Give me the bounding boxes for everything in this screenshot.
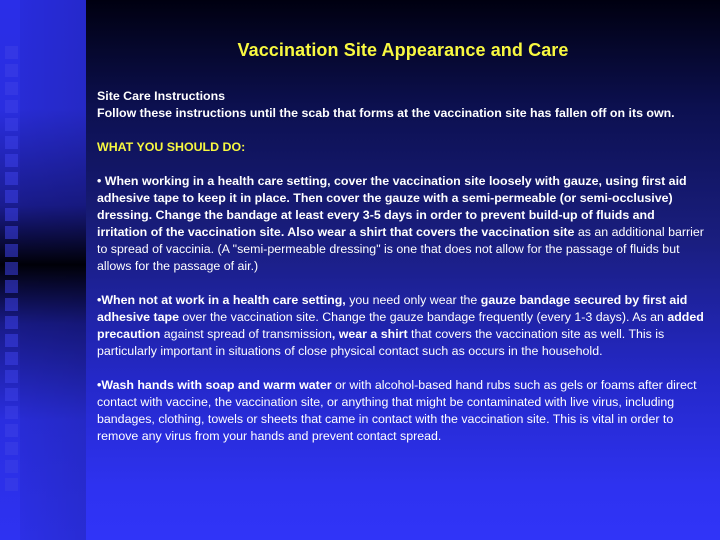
square-icon <box>5 280 18 293</box>
square-icon <box>5 190 18 203</box>
square-icon <box>5 316 18 329</box>
square-icon <box>5 406 18 419</box>
intro-text: Follow these instructions until the scab that forms at the vaccination site has fallen off on its own. <box>97 106 675 120</box>
square-icon <box>5 298 18 311</box>
strip-shade <box>20 0 86 540</box>
square-icon <box>5 226 18 239</box>
square-icon <box>5 460 18 473</box>
bullet-text: against spread of transmission <box>160 327 332 341</box>
square-icon <box>5 172 18 185</box>
square-icon <box>5 442 18 455</box>
square-icon <box>5 424 18 437</box>
bullet-item-healthcare-setting <box>97 173 707 275</box>
bullet-text-bold: •Wash hands with soap and warm water <box>97 378 332 392</box>
slide-body <box>97 88 707 445</box>
bullet-text: or with alcohol-based hand rubs such as gels or foams after direct contact with vaccine, the vaccination site, or anything that might be contaminated with live virus, including bandages, clothing, towels or sheets that came in contact with the vaccination site. This is vital in order to remove any virus from your hands and prevent contact spread. <box>97 378 697 443</box>
square-icon <box>5 352 18 365</box>
bullet-text-bold: •When not at work in a health care setting, <box>97 293 346 307</box>
intro-heading: Site Care Instructions <box>97 89 226 103</box>
square-icon <box>5 82 18 95</box>
decorative-left-strip <box>0 0 86 540</box>
square-icon <box>5 334 18 347</box>
bullet-text-bold: , wear a shirt <box>331 327 408 341</box>
section-heading: WHAT YOU SHOULD DO: <box>97 140 246 154</box>
bullet-text: you need only wear the <box>345 293 481 307</box>
square-icon <box>5 262 18 275</box>
bullet-text: that covers the vaccination site as well. This is particularly important in situations of close physical contact such as occurs in the household. <box>97 327 665 358</box>
square-icon <box>5 388 18 401</box>
square-icon <box>5 64 18 77</box>
bullet-text-bold: • When working in a health care setting, cover the vaccination site loosely with gauze, using first aid adhesive tape to keep it in place. Then cover the gauze with a semi-permeable (or semi-occlusive) dressing. Change the bandage at least every 3-5 days in order to prevent build-up of fluids and irritation of the vaccination site. Also wear a shirt that covers the vaccination site <box>97 174 687 239</box>
decorative-squares <box>5 46 18 496</box>
square-icon <box>5 100 18 113</box>
square-icon <box>5 370 18 383</box>
square-icon <box>5 136 18 149</box>
square-icon <box>5 46 18 59</box>
bullet-text-bold: added precaution <box>97 310 704 341</box>
bullet-text-bold: gauze bandage secured by first aid adhesive tape <box>97 293 688 324</box>
square-icon <box>5 478 18 491</box>
square-icon <box>5 244 18 257</box>
bullet-text: over the vaccination site. Change the gauze bandage frequently (every 1-3 days). As an <box>178 310 668 324</box>
slide-title: Vaccination Site Appearance and Care <box>237 40 569 60</box>
bullet-item-wash-hands <box>97 377 707 445</box>
square-icon <box>5 208 18 221</box>
bullet-item-not-at-work <box>97 292 707 360</box>
bullet-text: as an additional barrier to spread of vaccinia. (A "semi-permeable dressing" is one that does not allow for the passage of fluids but allows for the passage of air.) <box>97 225 704 273</box>
square-icon <box>5 118 18 131</box>
square-icon <box>5 154 18 167</box>
